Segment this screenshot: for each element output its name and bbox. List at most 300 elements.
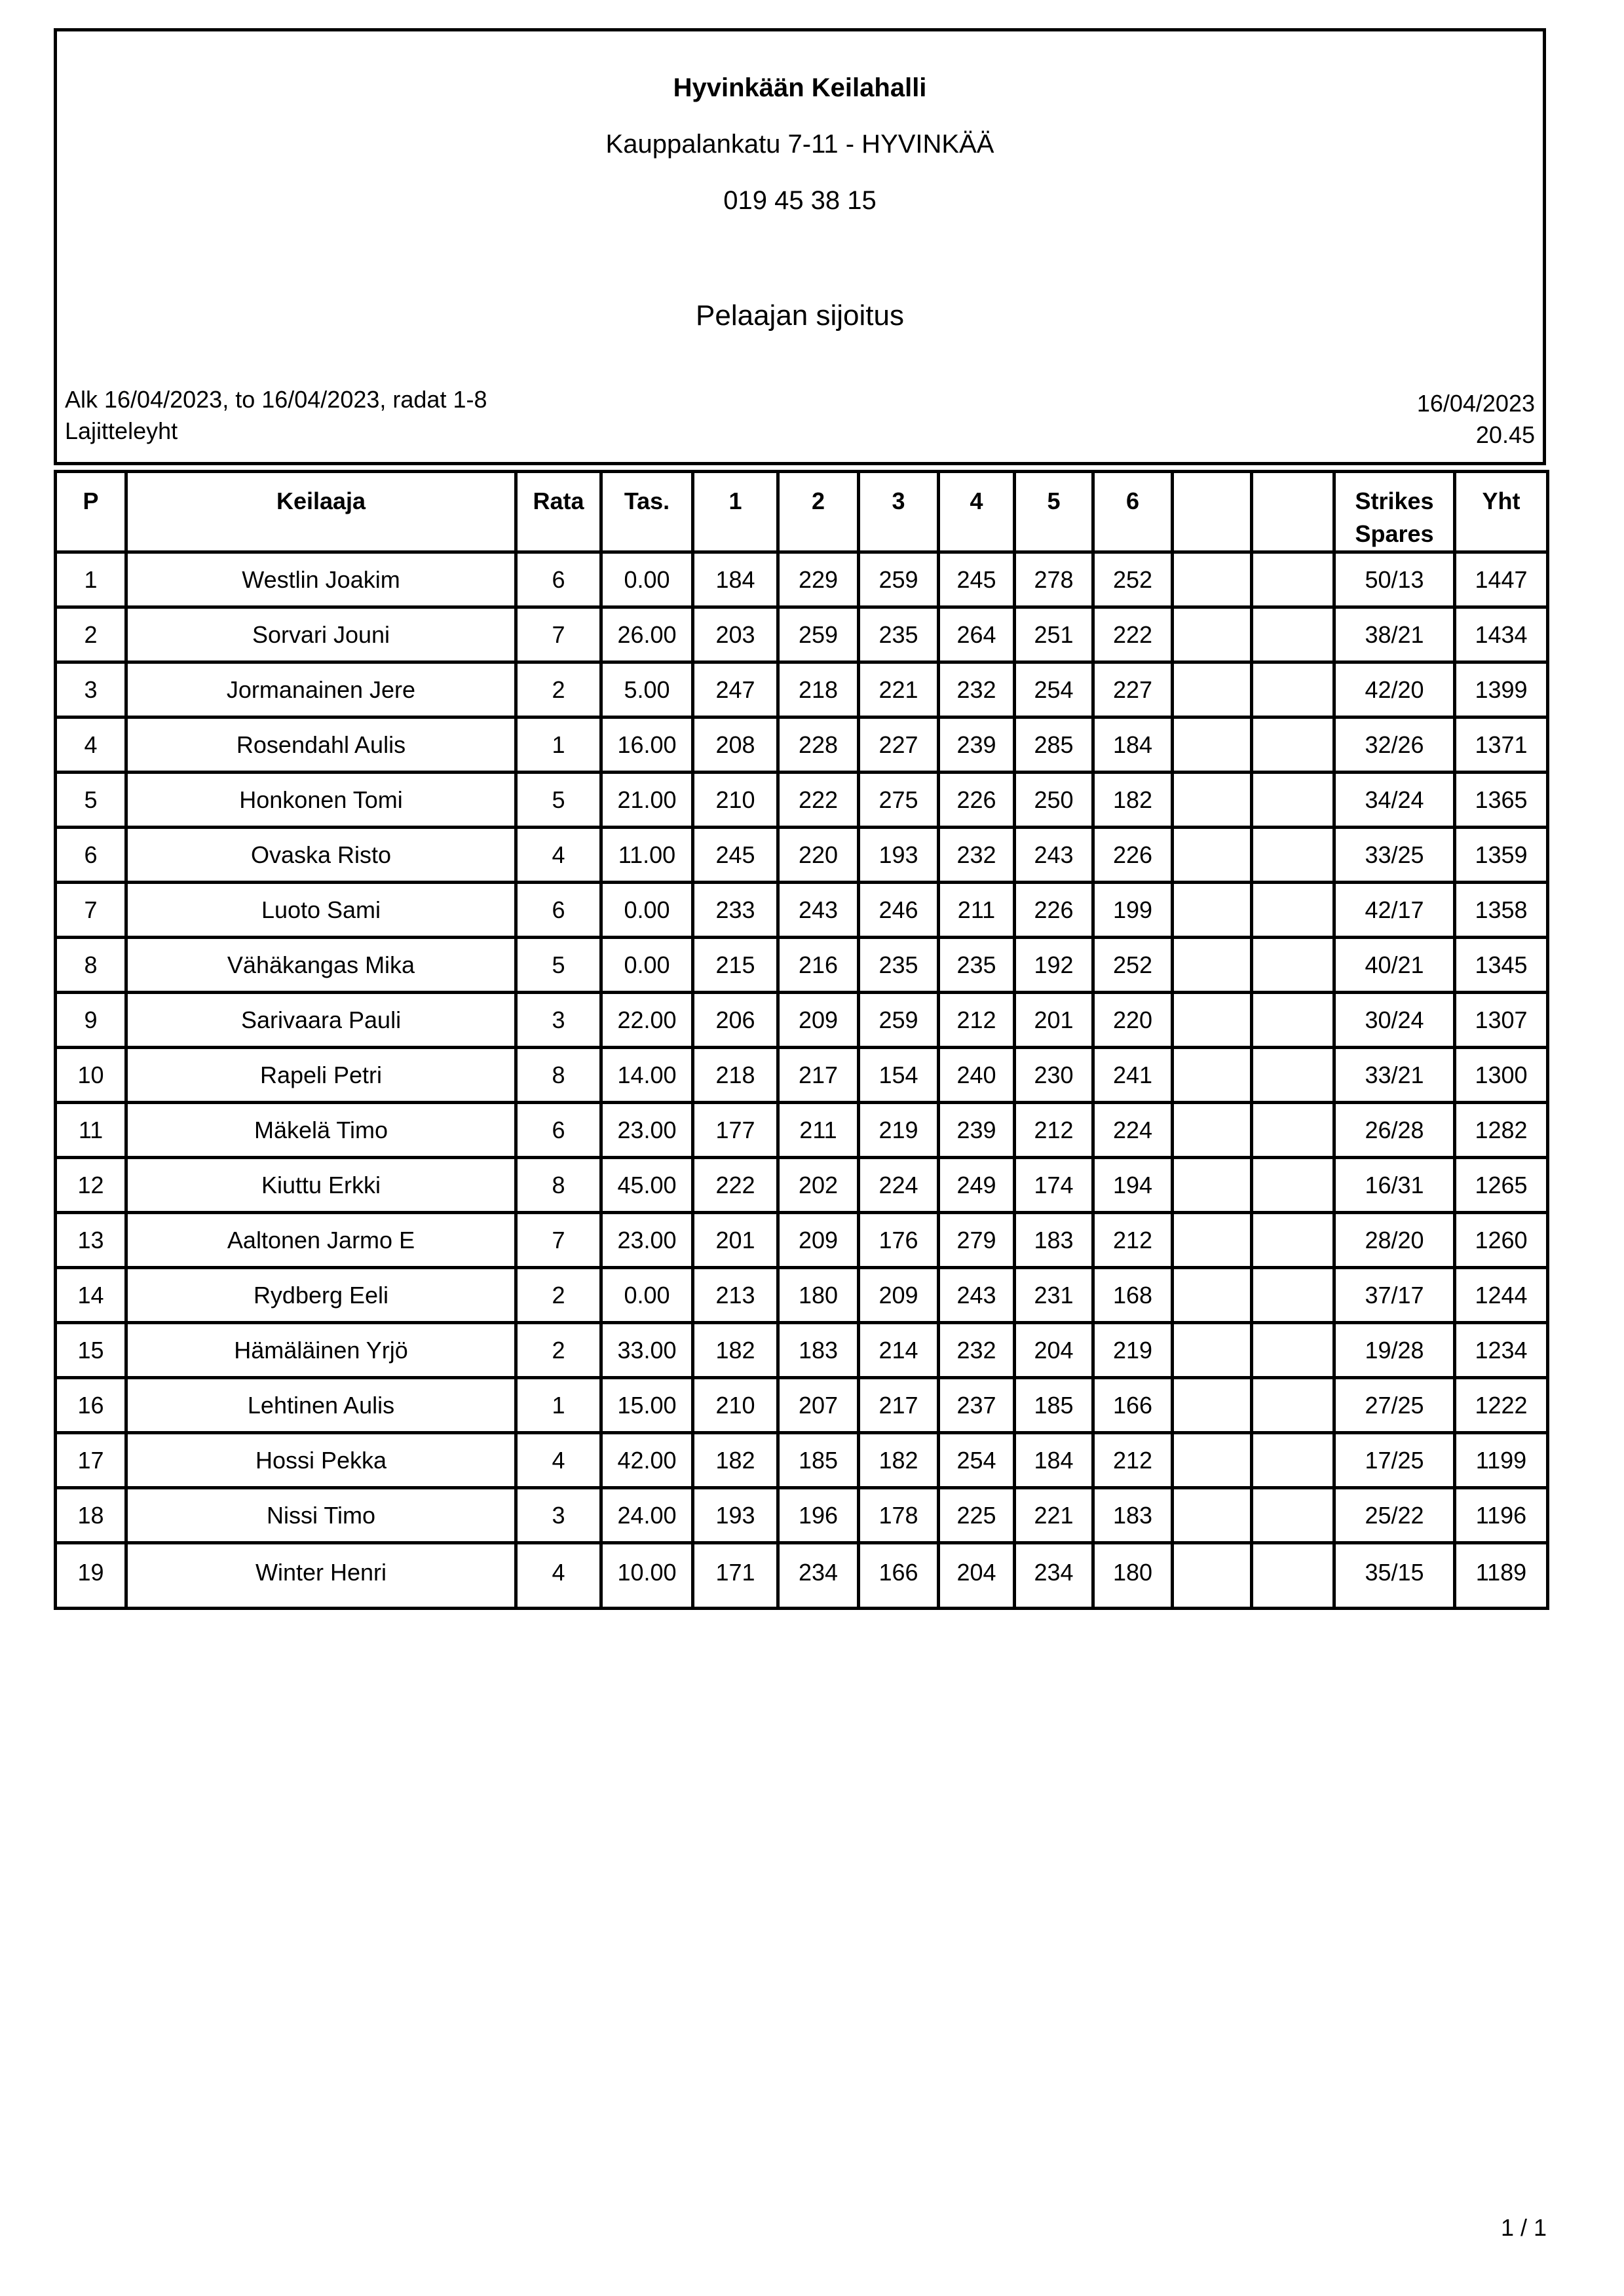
- cell-game-7: [1173, 828, 1252, 883]
- cell-game-1: 245: [693, 828, 778, 883]
- cell-game-7: [1173, 1158, 1252, 1213]
- cell-handicap: 22.00: [601, 993, 693, 1048]
- report-filter-info: [65, 384, 487, 447]
- col-header-game-5: 5: [1015, 472, 1093, 552]
- cell-handicap: 16.00: [601, 718, 693, 773]
- cell-game-6: 194: [1093, 1158, 1173, 1213]
- cell-strikes-spares: 17/25: [1334, 1433, 1455, 1488]
- cell-strikes-spares: 37/17: [1334, 1268, 1455, 1323]
- cell-position: 5: [56, 773, 126, 828]
- cell-game-3: 193: [859, 828, 939, 883]
- cell-game-8: [1252, 662, 1334, 718]
- print-time: 20.45: [1475, 421, 1535, 448]
- cell-lane: 4: [516, 828, 601, 883]
- cell-game-5: 234: [1015, 1543, 1093, 1609]
- cell-game-8: [1252, 883, 1334, 938]
- cell-game-1: 210: [693, 1378, 778, 1433]
- col-header-total: Yht: [1455, 472, 1548, 552]
- cell-handicap: 0.00: [601, 1268, 693, 1323]
- cell-position: 10: [56, 1048, 126, 1103]
- cell-game-8: [1252, 1543, 1334, 1609]
- cell-game-8: [1252, 1103, 1334, 1158]
- col-header-bowler: Keilaaja: [126, 472, 516, 552]
- cell-game-6: 199: [1093, 883, 1173, 938]
- cell-lane: 8: [516, 1048, 601, 1103]
- cell-game-2: 180: [778, 1268, 859, 1323]
- cell-game-2: 229: [778, 552, 859, 607]
- cell-total: 1222: [1455, 1378, 1548, 1433]
- cell-game-3: 235: [859, 607, 939, 662]
- cell-total: 1399: [1455, 662, 1548, 718]
- cell-game-5: 174: [1015, 1158, 1093, 1213]
- cell-game-5: 251: [1015, 607, 1093, 662]
- print-date: 16/04/2023: [1416, 390, 1535, 417]
- table-row: [56, 773, 1548, 828]
- cell-strikes-spares: 16/31: [1334, 1158, 1455, 1213]
- cell-total: 1199: [1455, 1433, 1548, 1488]
- cell-strikes-spares: 42/20: [1334, 662, 1455, 718]
- cell-total: 1307: [1455, 993, 1548, 1048]
- table-row: [56, 1323, 1548, 1378]
- cell-game-1: 215: [693, 938, 778, 993]
- table-row: [56, 883, 1548, 938]
- cell-game-2: 218: [778, 662, 859, 718]
- cell-game-3: 154: [859, 1048, 939, 1103]
- table-row: [56, 993, 1548, 1048]
- cell-lane: 4: [516, 1433, 601, 1488]
- table-row: [56, 1048, 1548, 1103]
- cell-lane: 1: [516, 718, 601, 773]
- cell-handicap: 26.00: [601, 607, 693, 662]
- cell-strikes-spares: 30/24: [1334, 993, 1455, 1048]
- cell-game-5: 185: [1015, 1378, 1093, 1433]
- cell-game-4: 239: [939, 1103, 1015, 1158]
- cell-position: 13: [56, 1213, 126, 1268]
- table-row: [56, 938, 1548, 993]
- cell-game-3: 209: [859, 1268, 939, 1323]
- cell-game-5: 183: [1015, 1213, 1093, 1268]
- cell-handicap: 21.00: [601, 773, 693, 828]
- cell-game-6: 241: [1093, 1048, 1173, 1103]
- cell-bowler-name: Sarivaara Pauli: [126, 993, 516, 1048]
- cell-game-4: 249: [939, 1158, 1015, 1213]
- date-range-info: Alk 16/04/2023, to 16/04/2023, radat 1-8: [65, 386, 487, 413]
- cell-game-4: 232: [939, 662, 1015, 718]
- cell-game-5: 221: [1015, 1488, 1093, 1543]
- cell-game-1: 193: [693, 1488, 778, 1543]
- cell-game-1: 184: [693, 552, 778, 607]
- table-row: [56, 1543, 1548, 1609]
- cell-total: 1234: [1455, 1323, 1548, 1378]
- col-header-game-6: 6: [1093, 472, 1173, 552]
- cell-game-5: 230: [1015, 1048, 1093, 1103]
- cell-bowler-name: Winter Henri: [126, 1543, 516, 1609]
- cell-game-6: 226: [1093, 828, 1173, 883]
- cell-handicap: 15.00: [601, 1378, 693, 1433]
- cell-bowler-name: Sorvari Jouni: [126, 607, 516, 662]
- cell-game-5: 285: [1015, 718, 1093, 773]
- cell-bowler-name: Vähäkangas Mika: [126, 938, 516, 993]
- sort-info: Lajitteleyht: [65, 417, 178, 444]
- cell-game-6: 252: [1093, 552, 1173, 607]
- cell-strikes-spares: 34/24: [1334, 773, 1455, 828]
- cell-game-7: [1173, 938, 1252, 993]
- cell-strikes-spares: 25/22: [1334, 1488, 1455, 1543]
- cell-game-5: 192: [1015, 938, 1093, 993]
- col-header-game-3: 3: [859, 472, 939, 552]
- cell-game-6: 180: [1093, 1543, 1173, 1609]
- cell-game-5: 226: [1015, 883, 1093, 938]
- cell-game-4: 232: [939, 828, 1015, 883]
- cell-game-2: 202: [778, 1158, 859, 1213]
- cell-game-1: 218: [693, 1048, 778, 1103]
- cell-position: 4: [56, 718, 126, 773]
- cell-game-2: 196: [778, 1488, 859, 1543]
- cell-game-6: 166: [1093, 1378, 1173, 1433]
- cell-handicap: 0.00: [601, 552, 693, 607]
- cell-game-6: 168: [1093, 1268, 1173, 1323]
- cell-game-6: 182: [1093, 773, 1173, 828]
- cell-game-2: 234: [778, 1543, 859, 1609]
- cell-game-8: [1252, 1048, 1334, 1103]
- cell-handicap: 23.00: [601, 1103, 693, 1158]
- cell-position: 11: [56, 1103, 126, 1158]
- cell-game-6: 252: [1093, 938, 1173, 993]
- cell-bowler-name: Honkonen Tomi: [126, 773, 516, 828]
- cell-game-4: 212: [939, 993, 1015, 1048]
- cell-game-2: 216: [778, 938, 859, 993]
- cell-game-8: [1252, 828, 1334, 883]
- cell-total: 1282: [1455, 1103, 1548, 1158]
- cell-game-1: 233: [693, 883, 778, 938]
- cell-game-4: 239: [939, 718, 1015, 773]
- cell-game-3: 166: [859, 1543, 939, 1609]
- cell-game-7: [1173, 552, 1252, 607]
- cell-position: 19: [56, 1543, 126, 1609]
- col-header-strikes-spares: [1334, 472, 1455, 552]
- page-number: 1 / 1: [1500, 2214, 1547, 2241]
- cell-position: 12: [56, 1158, 126, 1213]
- cell-game-8: [1252, 1213, 1334, 1268]
- cell-game-3: 178: [859, 1488, 939, 1543]
- cell-game-4: 240: [939, 1048, 1015, 1103]
- cell-lane: 6: [516, 1103, 601, 1158]
- cell-game-2: 259: [778, 607, 859, 662]
- col-header-game-4: 4: [939, 472, 1015, 552]
- cell-game-3: 275: [859, 773, 939, 828]
- cell-game-2: 211: [778, 1103, 859, 1158]
- cell-game-8: [1252, 773, 1334, 828]
- cell-game-2: 207: [778, 1378, 859, 1433]
- cell-bowler-name: Nissi Timo: [126, 1488, 516, 1543]
- cell-game-6: 220: [1093, 993, 1173, 1048]
- cell-lane: 6: [516, 552, 601, 607]
- cell-game-8: [1252, 1323, 1334, 1378]
- cell-game-8: [1252, 718, 1334, 773]
- cell-game-2: 183: [778, 1323, 859, 1378]
- cell-strikes-spares: 27/25: [1334, 1378, 1455, 1433]
- cell-game-3: 176: [859, 1213, 939, 1268]
- cell-game-5: 278: [1015, 552, 1093, 607]
- venue-phone: 019 45 38 15: [723, 186, 877, 215]
- cell-strikes-spares: 42/17: [1334, 883, 1455, 938]
- cell-bowler-name: Lehtinen Aulis: [126, 1378, 516, 1433]
- cell-game-1: 182: [693, 1323, 778, 1378]
- cell-strikes-spares: 33/21: [1334, 1048, 1455, 1103]
- table-row: [56, 1268, 1548, 1323]
- cell-game-5: 231: [1015, 1268, 1093, 1323]
- cell-game-7: [1173, 607, 1252, 662]
- cell-position: 8: [56, 938, 126, 993]
- cell-position: 6: [56, 828, 126, 883]
- cell-game-7: [1173, 1378, 1252, 1433]
- cell-game-3: 182: [859, 1433, 939, 1488]
- cell-handicap: 45.00: [601, 1158, 693, 1213]
- cell-game-5: 212: [1015, 1103, 1093, 1158]
- cell-game-6: 224: [1093, 1103, 1173, 1158]
- cell-game-8: [1252, 993, 1334, 1048]
- cell-lane: 1: [516, 1378, 601, 1433]
- cell-game-4: 245: [939, 552, 1015, 607]
- cell-lane: 8: [516, 1158, 601, 1213]
- cell-lane: 7: [516, 1213, 601, 1268]
- cell-total: 1196: [1455, 1488, 1548, 1543]
- cell-game-8: [1252, 1433, 1334, 1488]
- cell-total: 1244: [1455, 1268, 1548, 1323]
- cell-game-7: [1173, 883, 1252, 938]
- table-row: [56, 662, 1548, 718]
- venue-address: Kauppalankatu 7-11 - HYVINKÄÄ: [605, 130, 994, 159]
- table-row: [56, 1433, 1548, 1488]
- cell-lane: 6: [516, 883, 601, 938]
- cell-strikes-spares: 38/21: [1334, 607, 1455, 662]
- cell-position: 9: [56, 993, 126, 1048]
- table-row: [56, 1103, 1548, 1158]
- cell-game-7: [1173, 1488, 1252, 1543]
- cell-strikes-spares: 19/28: [1334, 1323, 1455, 1378]
- cell-game-6: 212: [1093, 1433, 1173, 1488]
- cell-handicap: 10.00: [601, 1543, 693, 1609]
- cell-total: 1434: [1455, 607, 1548, 662]
- cell-game-4: 264: [939, 607, 1015, 662]
- cell-lane: 5: [516, 938, 601, 993]
- cell-game-2: 217: [778, 1048, 859, 1103]
- cell-total: 1359: [1455, 828, 1548, 883]
- cell-bowler-name: Westlin Joakim: [126, 552, 516, 607]
- col-header-game-2: 2: [778, 472, 859, 552]
- cell-handicap: 33.00: [601, 1323, 693, 1378]
- cell-strikes-spares: 50/13: [1334, 552, 1455, 607]
- cell-total: 1300: [1455, 1048, 1548, 1103]
- cell-position: 17: [56, 1433, 126, 1488]
- cell-game-7: [1173, 1103, 1252, 1158]
- strikes-label: Strikes: [1355, 488, 1434, 514]
- table-row: [56, 552, 1548, 607]
- standings-table: [54, 470, 1549, 1610]
- cell-game-8: [1252, 607, 1334, 662]
- cell-total: 1265: [1455, 1158, 1548, 1213]
- cell-game-8: [1252, 1378, 1334, 1433]
- cell-game-6: 227: [1093, 662, 1173, 718]
- cell-lane: 3: [516, 1488, 601, 1543]
- cell-lane: 3: [516, 993, 601, 1048]
- cell-position: 1: [56, 552, 126, 607]
- venue-name: Hyvinkään Keilahalli: [673, 73, 927, 102]
- cell-game-1: 206: [693, 993, 778, 1048]
- cell-game-7: [1173, 993, 1252, 1048]
- cell-game-4: 237: [939, 1378, 1015, 1433]
- cell-lane: 2: [516, 1268, 601, 1323]
- cell-game-7: [1173, 773, 1252, 828]
- report-header: [54, 28, 1546, 465]
- cell-game-7: [1173, 1268, 1252, 1323]
- cell-total: 1365: [1455, 773, 1548, 828]
- table-row: [56, 828, 1548, 883]
- cell-game-8: [1252, 1268, 1334, 1323]
- spares-label: Spares: [1355, 520, 1434, 547]
- cell-game-2: 220: [778, 828, 859, 883]
- cell-game-4: 225: [939, 1488, 1015, 1543]
- cell-strikes-spares: 26/28: [1334, 1103, 1455, 1158]
- table-row: [56, 1488, 1548, 1543]
- cell-position: 18: [56, 1488, 126, 1543]
- cell-game-5: 201: [1015, 993, 1093, 1048]
- cell-game-6: 219: [1093, 1323, 1173, 1378]
- cell-game-3: 214: [859, 1323, 939, 1378]
- cell-bowler-name: Ovaska Risto: [126, 828, 516, 883]
- cell-game-1: 247: [693, 662, 778, 718]
- cell-game-7: [1173, 1323, 1252, 1378]
- cell-handicap: 24.00: [601, 1488, 693, 1543]
- cell-game-6: 212: [1093, 1213, 1173, 1268]
- col-header-handicap: Tas.: [601, 472, 693, 552]
- cell-game-1: 182: [693, 1433, 778, 1488]
- print-timestamp: [1417, 388, 1535, 451]
- cell-game-7: [1173, 1213, 1252, 1268]
- table-row: [56, 1213, 1548, 1268]
- table-row: [56, 1158, 1548, 1213]
- cell-game-3: 217: [859, 1378, 939, 1433]
- cell-game-3: 235: [859, 938, 939, 993]
- cell-lane: 7: [516, 607, 601, 662]
- cell-game-3: 259: [859, 993, 939, 1048]
- cell-game-6: 183: [1093, 1488, 1173, 1543]
- cell-game-5: 184: [1015, 1433, 1093, 1488]
- cell-total: 1260: [1455, 1213, 1548, 1268]
- cell-handicap: 42.00: [601, 1433, 693, 1488]
- cell-strikes-spares: 33/25: [1334, 828, 1455, 883]
- cell-game-8: [1252, 1158, 1334, 1213]
- cell-bowler-name: Aaltonen Jarmo E: [126, 1213, 516, 1268]
- cell-position: 15: [56, 1323, 126, 1378]
- cell-game-4: 279: [939, 1213, 1015, 1268]
- cell-game-1: 213: [693, 1268, 778, 1323]
- cell-game-3: 227: [859, 718, 939, 773]
- cell-handicap: 0.00: [601, 938, 693, 993]
- cell-game-5: 243: [1015, 828, 1093, 883]
- cell-bowler-name: Kiuttu Erkki: [126, 1158, 516, 1213]
- cell-strikes-spares: 32/26: [1334, 718, 1455, 773]
- cell-game-4: 232: [939, 1323, 1015, 1378]
- cell-position: 7: [56, 883, 126, 938]
- table-row: [56, 607, 1548, 662]
- col-header-game-7: [1173, 472, 1252, 552]
- cell-lane: 4: [516, 1543, 601, 1609]
- col-header-game-8: [1252, 472, 1334, 552]
- cell-game-5: 204: [1015, 1323, 1093, 1378]
- cell-game-8: [1252, 938, 1334, 993]
- table-row: [56, 1378, 1548, 1433]
- cell-game-7: [1173, 1543, 1252, 1609]
- cell-total: 1345: [1455, 938, 1548, 993]
- cell-total: 1447: [1455, 552, 1548, 607]
- report-title: Pelaajan sijoitus: [696, 299, 904, 332]
- cell-game-3: 224: [859, 1158, 939, 1213]
- cell-strikes-spares: 28/20: [1334, 1213, 1455, 1268]
- cell-game-2: 185: [778, 1433, 859, 1488]
- cell-handicap: 11.00: [601, 828, 693, 883]
- cell-game-3: 219: [859, 1103, 939, 1158]
- cell-game-1: 210: [693, 773, 778, 828]
- cell-handicap: 0.00: [601, 883, 693, 938]
- cell-game-2: 209: [778, 993, 859, 1048]
- cell-game-1: 201: [693, 1213, 778, 1268]
- cell-game-7: [1173, 1433, 1252, 1488]
- table-header-row: [56, 472, 1548, 552]
- cell-bowler-name: Rapeli Petri: [126, 1048, 516, 1103]
- cell-strikes-spares: 35/15: [1334, 1543, 1455, 1609]
- cell-total: 1358: [1455, 883, 1548, 938]
- cell-game-6: 222: [1093, 607, 1173, 662]
- cell-game-8: [1252, 552, 1334, 607]
- standings-rows: [56, 552, 1548, 1609]
- cell-game-4: 243: [939, 1268, 1015, 1323]
- cell-lane: 5: [516, 773, 601, 828]
- cell-total: 1371: [1455, 718, 1548, 773]
- cell-lane: 2: [516, 1323, 601, 1378]
- cell-game-4: 211: [939, 883, 1015, 938]
- cell-game-1: 222: [693, 1158, 778, 1213]
- cell-bowler-name: Rydberg Eeli: [126, 1268, 516, 1323]
- cell-game-3: 246: [859, 883, 939, 938]
- cell-game-8: [1252, 1488, 1334, 1543]
- cell-position: 2: [56, 607, 126, 662]
- cell-game-2: 222: [778, 773, 859, 828]
- cell-game-7: [1173, 662, 1252, 718]
- cell-game-4: 235: [939, 938, 1015, 993]
- cell-game-1: 208: [693, 718, 778, 773]
- cell-handicap: 14.00: [601, 1048, 693, 1103]
- cell-game-1: 177: [693, 1103, 778, 1158]
- cell-bowler-name: Jormanainen Jere: [126, 662, 516, 718]
- cell-bowler-name: Rosendahl Aulis: [126, 718, 516, 773]
- cell-game-3: 221: [859, 662, 939, 718]
- cell-game-3: 259: [859, 552, 939, 607]
- cell-lane: 2: [516, 662, 601, 718]
- cell-bowler-name: Hossi Pekka: [126, 1433, 516, 1488]
- cell-game-4: 226: [939, 773, 1015, 828]
- col-header-lane: Rata: [516, 472, 601, 552]
- col-header-position: P: [56, 472, 126, 552]
- cell-bowler-name: Luoto Sami: [126, 883, 516, 938]
- cell-game-2: 228: [778, 718, 859, 773]
- cell-game-5: 250: [1015, 773, 1093, 828]
- cell-game-1: 203: [693, 607, 778, 662]
- cell-game-7: [1173, 718, 1252, 773]
- cell-position: 14: [56, 1268, 126, 1323]
- cell-game-4: 254: [939, 1433, 1015, 1488]
- cell-position: 16: [56, 1378, 126, 1433]
